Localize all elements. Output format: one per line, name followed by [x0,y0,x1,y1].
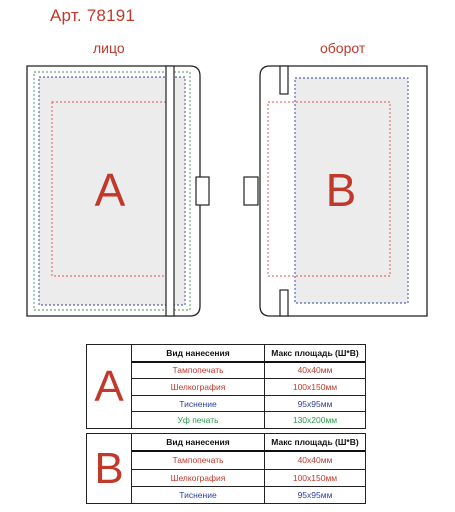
table-zone-b [86,433,366,504]
method-cell: Тампопечать [132,452,265,468]
table-header-row [132,434,365,452]
back-elastic-bottom [280,290,288,316]
front-view-label: лицо [93,40,125,56]
method-cell: Тиснение [132,396,265,412]
table-a-grid [132,345,365,428]
table-row [132,452,365,469]
front-elastic-band [166,66,174,316]
method-cell: Тиснение [132,487,265,503]
back-view-label: оборот [320,40,366,56]
back-zone-letter: B [325,164,357,216]
table-row [132,363,365,380]
table-row [132,412,365,428]
area-cell: 95x95мм [297,398,333,409]
area-cell: 100x150мм [292,472,338,483]
front-pen-loop [196,177,209,205]
area-cell: 40x40мм [297,365,333,376]
article-number: Арт. 78191 [50,6,136,25]
method-cell: Шелкография [132,470,265,486]
area-cell: 40x40мм [297,455,333,466]
table-row [132,470,365,487]
back-pen-loop [244,177,258,205]
table-a-letter: A [87,345,132,428]
method-cell: Уф печать [132,412,265,428]
back-elastic-top [280,66,288,94]
table-b-letter: B [87,434,132,503]
header-area: Макс площадь (Ш*В) [271,437,359,448]
table-zone-a [86,344,366,429]
table-row [132,379,365,396]
table-row [132,487,365,503]
header-area: Макс площадь (Ш*В) [271,347,359,358]
area-cell: 130x200мм [292,415,338,426]
header-method: Вид нанесения [132,434,265,450]
area-cell: 95x95мм [297,489,333,500]
area-cell: 100x150мм [292,381,338,392]
table-b-grid [132,434,365,503]
front-zone-letter: A [94,164,126,216]
method-cell: Шелкография [132,379,265,395]
header-method: Вид нанесения [132,345,265,361]
table-header-row [132,345,365,363]
front-notebook [27,66,209,316]
table-row [132,396,365,413]
back-notebook [244,66,427,316]
method-cell: Тампопечать [132,363,265,379]
